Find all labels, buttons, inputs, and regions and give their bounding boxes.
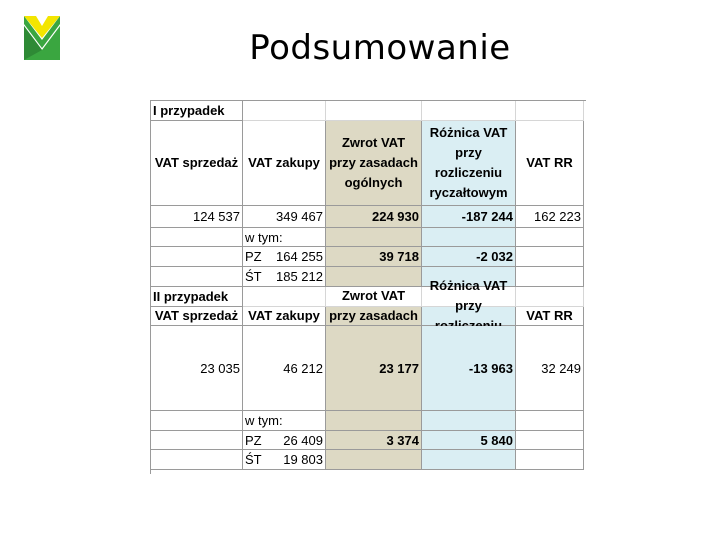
case1-label: I przypadek bbox=[151, 101, 243, 121]
empty-cell bbox=[151, 267, 243, 287]
total-refund: 23 177 bbox=[326, 326, 422, 411]
pz-difference: 5 840 bbox=[422, 431, 516, 450]
header-vat-sales: VAT sprzedaż bbox=[151, 307, 243, 326]
st-code: ŚT bbox=[245, 269, 262, 284]
pz-row-purchases bbox=[243, 431, 326, 450]
pz-refund: 39 718 bbox=[326, 247, 422, 267]
pz-row-purchases bbox=[243, 247, 326, 267]
total-difference: -13 963 bbox=[422, 326, 516, 411]
total-vat-rr: 162 223 bbox=[516, 206, 584, 228]
empty-cell bbox=[151, 247, 243, 267]
empty-cell bbox=[516, 247, 584, 267]
case2-label: II przypadek bbox=[151, 287, 243, 307]
breakdown-label: w tym: bbox=[243, 228, 326, 247]
page-title: Podsumowanie bbox=[249, 28, 511, 68]
empty-cell bbox=[151, 450, 243, 470]
header-vat-sales: VAT sprzedaż bbox=[151, 121, 243, 206]
empty-cell bbox=[326, 267, 422, 287]
empty-cell bbox=[516, 411, 584, 431]
empty-cell bbox=[516, 450, 584, 470]
header-difference: Różnica VAT przy rozliczeniu ryczałtowym bbox=[422, 121, 516, 206]
st-row-purchases bbox=[243, 267, 326, 287]
total-vat-rr: 32 249 bbox=[516, 326, 584, 411]
header-vat-purchases: VAT zakupy bbox=[243, 307, 326, 326]
empty-cell bbox=[326, 228, 422, 247]
summary-table bbox=[150, 100, 586, 474]
header-refund: Zwrot VAT przy zasadach bbox=[326, 307, 422, 326]
empty-cell bbox=[243, 287, 326, 307]
empty-cell bbox=[422, 101, 516, 121]
pz-purchases: 26 409 bbox=[283, 432, 323, 448]
empty-cell bbox=[516, 101, 584, 121]
st-row-purchases bbox=[243, 450, 326, 470]
total-difference: -187 244 bbox=[422, 206, 516, 228]
empty-cell bbox=[151, 228, 243, 247]
empty-cell bbox=[422, 411, 516, 431]
empty-cell bbox=[326, 450, 422, 470]
st-code: ŚT bbox=[245, 452, 262, 467]
total-refund: 224 930 bbox=[326, 206, 422, 228]
total-vat-sales: 124 537 bbox=[151, 206, 243, 228]
empty-cell bbox=[326, 411, 422, 431]
header-vat-rr: VAT RR bbox=[516, 307, 584, 326]
empty-cell bbox=[516, 287, 584, 307]
pz-refund: 3 374 bbox=[326, 431, 422, 450]
empty-cell bbox=[516, 431, 584, 450]
empty-cell bbox=[151, 431, 243, 450]
empty-cell bbox=[151, 411, 243, 431]
st-purchases: 19 803 bbox=[283, 452, 323, 467]
pz-purchases: 164 255 bbox=[276, 249, 323, 264]
pz-difference: -2 032 bbox=[422, 247, 516, 267]
empty-cell bbox=[326, 101, 422, 121]
empty-cell bbox=[422, 450, 516, 470]
pz-code: PZ bbox=[245, 432, 262, 448]
header-vat-rr: VAT RR bbox=[516, 121, 584, 206]
total-vat-purchases: 46 212 bbox=[243, 326, 326, 411]
total-vat-sales: 23 035 bbox=[151, 326, 243, 411]
st-purchases: 185 212 bbox=[276, 269, 323, 284]
breakdown-label: w tym: bbox=[243, 411, 326, 431]
empty-cell bbox=[516, 228, 584, 247]
empty-cell bbox=[422, 228, 516, 247]
empty-cell bbox=[243, 101, 326, 121]
header-difference: przy bbox=[422, 307, 516, 326]
header-refund: Zwrot VAT przy zasadach ogólnych bbox=[326, 121, 422, 206]
total-vat-purchases: 349 467 bbox=[243, 206, 326, 228]
header-vat-purchases: VAT zakupy bbox=[243, 121, 326, 206]
empty-cell bbox=[516, 267, 584, 287]
pz-code: PZ bbox=[245, 249, 262, 264]
